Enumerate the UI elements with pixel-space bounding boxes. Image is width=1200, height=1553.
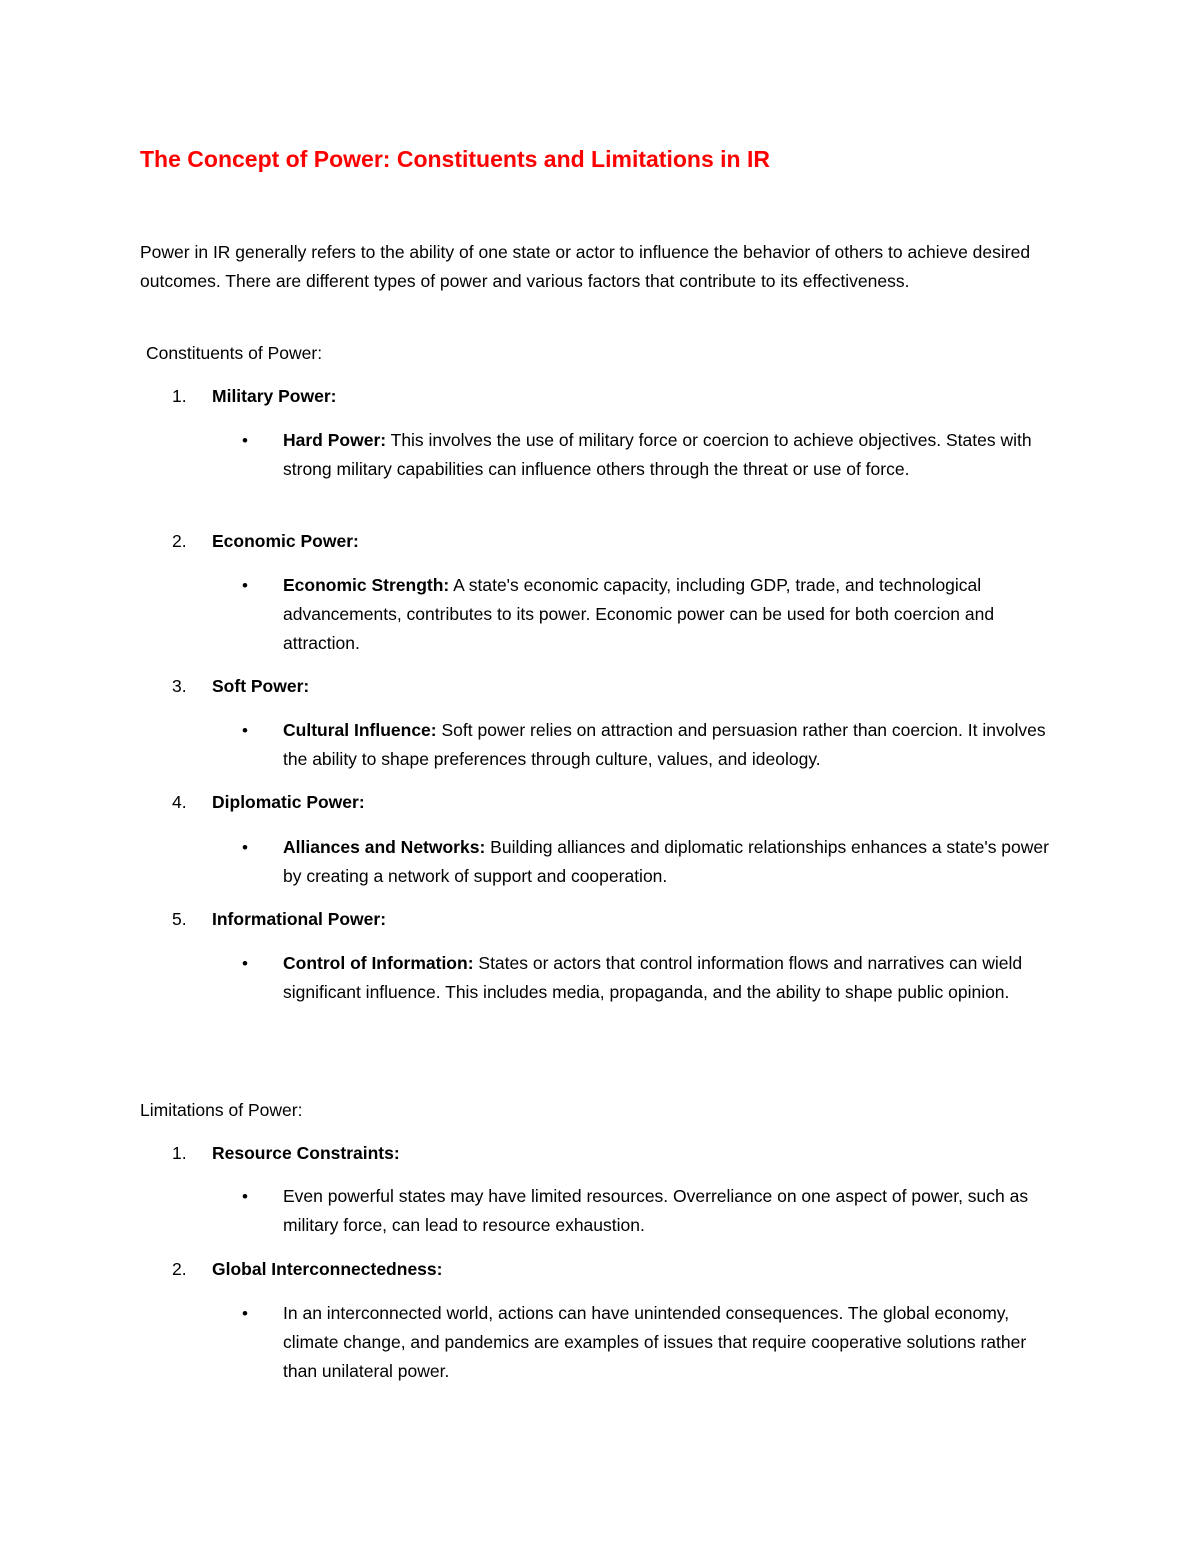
bullet-icon: • <box>242 576 248 595</box>
list-number: 5. <box>172 909 187 929</box>
bullet-description: Building alliances and diplomatic relationships enhances a state's power by creating a network of support and cooperation. <box>283 837 1049 886</box>
list-heading-label: Resource Constraints: <box>212 1143 400 1163</box>
bullet-text <box>283 571 1062 658</box>
limitations-heading: Limitations of Power: <box>140 1100 303 1120</box>
bullet-text: Even powerful states may have limited resources. Overreliance on one aspect of power, such as military force, can lead to resource exhaustion. <box>283 1186 1029 1235</box>
bullet-description: This involves the use of military force or coercion to achieve objectives. States with strong military capabilities can influence others through the threat or use of force. <box>283 430 1032 479</box>
bullet-term: Alliances and Networks: <box>283 837 486 857</box>
list-number: 3. <box>172 676 187 696</box>
limitation-heading-resources <box>172 1139 400 1168</box>
constituent-heading-diplomatic <box>172 788 365 817</box>
list-number: 2. <box>172 1259 187 1279</box>
bullet-term: Economic Strength: <box>283 575 450 595</box>
constituent-bullet-diplomatic <box>242 833 1062 891</box>
constituent-bullet-economic <box>242 571 1062 658</box>
intro-paragraph: Power in IR generally refers to the ability of one state or actor to influence the behavior of others to achieve desired outcomes. There are different types of power and various factors that contribute to its effectiveness. <box>140 242 1031 291</box>
bullet-text <box>283 716 1062 774</box>
limitation-bullet-interconnectedness <box>242 1299 1062 1386</box>
list-heading-label: Informational Power: <box>212 909 387 929</box>
document-title: The Concept of Power: Constituents and Limitations in IR <box>140 146 770 172</box>
constituent-heading-military <box>172 382 336 411</box>
bullet-term: Cultural Influence: <box>283 720 437 740</box>
list-number: 4. <box>172 792 187 812</box>
list-heading-label: Diplomatic Power: <box>212 792 365 812</box>
list-heading-label: Soft Power: <box>212 676 310 696</box>
list-heading-label: Global Interconnectedness: <box>212 1259 443 1279</box>
constituent-bullet-informational <box>242 949 1062 1007</box>
bullet-icon: • <box>242 431 248 450</box>
constituents-heading: Constituents of Power: <box>146 343 323 363</box>
bullet-icon: • <box>242 838 248 857</box>
bullet-description: States or actors that control information flows and narratives can wield significant influence. This includes media, propaganda, and the ability to shape public opinion. <box>283 953 1023 1002</box>
bullet-icon: • <box>242 1187 248 1206</box>
constituent-bullet-soft <box>242 716 1062 774</box>
list-number: 1. <box>172 1143 187 1163</box>
bullet-text <box>283 426 1062 484</box>
bullet-text <box>283 949 1062 1007</box>
list-heading-label: Economic Power: <box>212 531 359 551</box>
constituent-heading-informational <box>172 905 386 934</box>
list-heading-label: Military Power: <box>212 386 337 406</box>
bullet-text <box>283 833 1062 891</box>
constituent-heading-economic <box>172 527 359 556</box>
bullet-icon: • <box>242 954 248 973</box>
bullet-description: Soft power relies on attraction and persuasion rather than coercion. It involves the ability to shape preferences through culture, values, and ideology. <box>283 720 1046 769</box>
bullet-text: In an interconnected world, actions can have unintended consequences. The global economy, climate change, and pandemics are examples of issues that require cooperative solutions rather than unilateral power. <box>283 1303 1027 1381</box>
limitation-bullet-resources <box>242 1182 1062 1240</box>
bullet-description: A state's economic capacity, including GDP, trade, and technological advancements, contributes to its power. Economic power can be used for both coercion and attraction. <box>283 575 995 653</box>
bullet-term: Control of Information: <box>283 953 474 973</box>
bullet-icon: • <box>242 721 248 740</box>
limitation-heading-interconnectedness <box>172 1255 442 1284</box>
list-number: 2. <box>172 531 187 551</box>
constituent-bullet-military <box>242 426 1062 484</box>
bullet-term: Hard Power: <box>283 430 387 450</box>
list-number: 1. <box>172 386 187 406</box>
bullet-icon: • <box>242 1304 248 1323</box>
constituent-heading-soft <box>172 672 309 701</box>
